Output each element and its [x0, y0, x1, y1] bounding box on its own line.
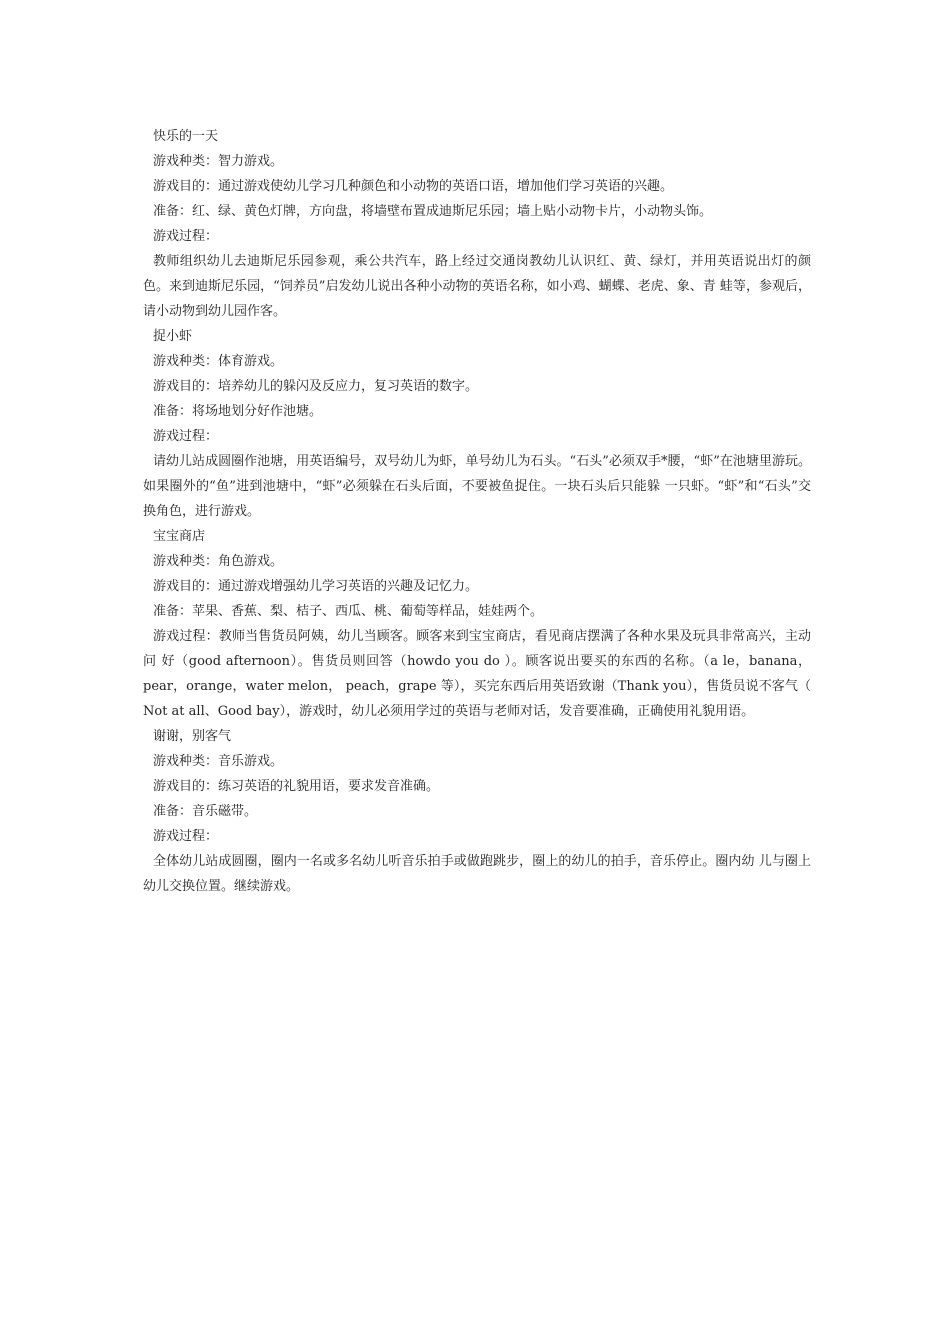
game-purpose: 游戏目的：培养幼儿的躲闪及反应力，复习英语的数字。	[153, 379, 479, 394]
game-category: 游戏种类：智力游戏。	[153, 154, 284, 169]
game-purpose: 游戏目的：练习英语的礼貌用语，要求发音准确。	[153, 779, 440, 794]
section-title: 快乐的一天	[153, 129, 219, 144]
game-category: 游戏种类：音乐游戏。	[153, 754, 284, 769]
document-body	[143, 124, 811, 899]
game-process-text: 请幼儿站成圆圈作池塘，用英语编号，双号幼儿为虾，单号幼儿为石头。“石头”必须双手*腰，“虾”在池塘里游玩。如果圈外的“鱼”进到池塘中，“虾”必须躲在石头后面，不要被鱼捉住。一块石头后只能躲 一只虾。“虾”和“石头”交换角色，进行游戏。	[143, 454, 811, 519]
game-category: 游戏种类：体育游戏。	[153, 354, 284, 369]
game-process-text: 游戏过程：教师当售货员阿姨，幼儿当顾客。顾客来到宝宝商店，看见商店摆满了各种水果及玩具非常高兴，主动问 好（good afternoon）。售货员则回答（howdo you do ）。顾客说出要买的东西的名称。（a le，banana， pear，orange，water melon， peach，grape 等），买完东西后用英语致谢（Thank you），售货员说不客气（ Not at all、Good bay），游戏时，幼儿必须用学过的英语与老师对话，发音要准确，正确使用礼貌用语。	[143, 629, 811, 719]
game-process-heading: 游戏过程：	[153, 829, 219, 844]
game-preparation: 准备：红、绿、黄色灯牌，方向盘，将墙壁布置成迪斯尼乐园；墙上贴小动物卡片，小动物头饰。	[153, 204, 713, 219]
game-preparation: 准备：将场地划分好作池塘。	[153, 404, 323, 419]
game-purpose: 游戏目的：通过游戏增强幼儿学习英语的兴趣及记忆力。	[153, 579, 479, 594]
section-title: 谢谢，别客气	[153, 729, 232, 744]
section-title: 宝宝商店	[153, 529, 206, 544]
section-title: 捉小虾	[153, 329, 193, 344]
game-preparation: 准备：苹果、香蕉、梨、桔子、西瓜、桃、葡萄等样品，娃娃两个。	[153, 604, 544, 619]
game-process-text: 教师组织幼儿去迪斯尼乐园参观，乘公共汽车，路上经过交通岗教幼儿认识红、黄、绿灯，并用英语说出灯的颜色。来到迪斯尼乐园，“饲养员”启发幼儿说出各种小动物的英语名称，如小鸡、蝴蝶、老虎、象、青 蛙等，参观后，请小动物到幼儿园作客。	[143, 254, 811, 319]
game-purpose: 游戏目的：通过游戏使幼儿学习几种颜色和小动物的英语口语，增加他们学习英语的兴趣。	[153, 179, 674, 194]
game-preparation: 准备：音乐磁带。	[153, 804, 258, 819]
game-process-heading: 游戏过程：	[153, 429, 219, 444]
game-process-heading: 游戏过程：	[153, 229, 219, 244]
game-process-text: 全体幼儿站成圆圈，圈内一名或多名幼儿听音乐拍手或做跑跳步，圈上的幼儿的拍手，音乐停止。圈内幼 儿与圈上幼儿交换位置。继续游戏。	[143, 854, 811, 894]
game-category: 游戏种类：角色游戏。	[153, 554, 284, 569]
